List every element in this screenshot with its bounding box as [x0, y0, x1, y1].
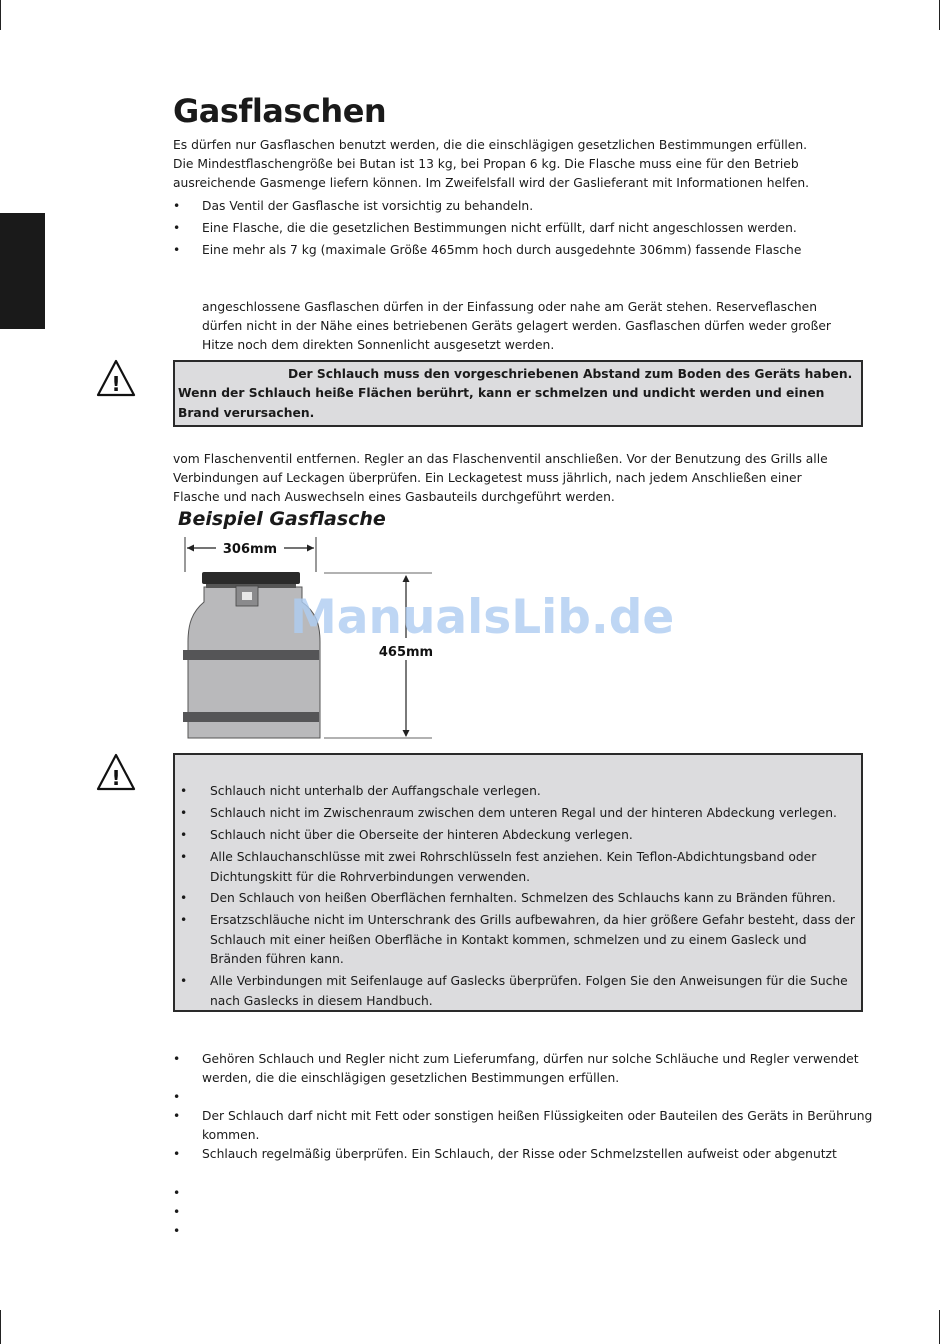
list-item-text: Schlauch regelmäßig überprüfen. Ein Schlauch, der Risse oder Schmelzstellen aufweist oder abgenutzt	[202, 1147, 837, 1161]
crop-mark	[0, 1310, 1, 1344]
warning-triangle-icon	[96, 358, 136, 398]
warning-line: Wenn der Schlauch heiße Flächen berührt, kann er schmelzen und undicht werden und einen Brand verursachen.	[178, 386, 825, 420]
warning-box	[173, 360, 863, 427]
intro-line: ausreichende Gasmenge liefern können. Im Zweifelsfall wird der Gaslieferant mit Informationen helfen.	[173, 176, 810, 190]
bullet-marker: •	[173, 1186, 181, 1200]
bullet-marker: •	[180, 828, 188, 842]
bullet-marker: •	[173, 1147, 181, 1161]
list-item-text: Alle Verbindungen mit Seifenlauge auf Gaslecks überprüfen. Folgen Sie den Anweisungen für die Suche nach Gaslecks in diesem Handbuch.	[210, 974, 848, 1008]
list-item-text: Ersatzschläuche nicht im Unterschrank des Grills aufbewahren, da hier größere Gefahr besteht, dass der Schlauch mit einer heißen Oberfläche in Kontakt kommen, schmelzen und zu einem Gasleck und Bränden führen kann.	[210, 913, 855, 966]
bullet-marker: •	[180, 784, 188, 798]
cylinder-band	[183, 712, 319, 722]
crop-mark	[939, 1310, 940, 1344]
bullet-marker: •	[173, 1052, 181, 1066]
warning-glyph: !	[111, 372, 121, 396]
list-item-text: Gehören Schlauch und Regler nicht zum Lieferumfang, dürfen nur solche Schläuche und Regler verwendet werden, die die einschlägigen gesetzlichen Bestimmungen erfüllen.	[202, 1052, 859, 1086]
warning-line: Der Schlauch muss den vorgeschriebenen Abstand zum Boden des Geräts haben.	[288, 367, 853, 381]
list-item-text: Schlauch nicht im Zwischenraum zwischen dem unteren Regal und der hinteren Abdeckung verlegen.	[210, 806, 837, 820]
bullet-marker: •	[173, 1224, 181, 1238]
section-side-tab	[0, 213, 45, 329]
bullet-marker: •	[173, 1205, 181, 1219]
continuation-line: dürfen nicht in der Nähe eines betriebenen Geräts gelagert werden. Gasflaschen dürfen weder großer	[202, 319, 831, 333]
cylinder-band	[183, 650, 319, 660]
bullet-marker: •	[173, 1090, 181, 1104]
middle-line: vom Flaschenventil entfernen. Regler an das Flaschenventil anschließen. Vor der Benutzung des Grills alle	[173, 452, 828, 466]
bullet-marker: •	[173, 243, 181, 257]
list-item-text: Eine Flasche, die die gesetzlichen Bestimmungen nicht erfüllt, darf nicht angeschlossen werden.	[202, 221, 797, 235]
list-item-text: Alle Schlauchanschlüsse mit zwei Rohrschlüsseln fest anziehen. Kein Teflon-Abdichtungsband oder Dichtungskitt für die Rohrverbindungen verwenden.	[210, 850, 817, 884]
bullet-marker: •	[180, 891, 188, 905]
intro-line: Die Mindestflaschengröße bei Butan ist 13 kg, bei Propan 6 kg. Die Flasche muss eine für den Betrieb	[173, 157, 799, 171]
intro-line: Es dürfen nur Gasflaschen benutzt werden, die die einschlägigen gesetzlichen Bestimmungen erfüllen.	[173, 138, 808, 152]
valve-window	[242, 592, 252, 600]
continuation-line: Hitze noch dem direkten Sonnenlicht ausgesetzt werden.	[202, 338, 555, 352]
height-label: 465mm	[378, 645, 434, 660]
list-item-text: Das Ventil der Gasflasche ist vorsichtig zu behandeln.	[202, 199, 534, 213]
cylinder-collar	[202, 572, 300, 584]
warning-glyph: !	[111, 766, 121, 790]
warning-triangle-icon	[96, 752, 136, 792]
bullet-marker: •	[180, 913, 188, 927]
list-item-text: Schlauch nicht unterhalb der Auffangschale verlegen.	[210, 784, 541, 798]
bullet-marker: •	[173, 199, 181, 213]
crop-mark	[0, 0, 1, 30]
list-item-text: Schlauch nicht über die Oberseite der hinteren Abdeckung verlegen.	[210, 828, 633, 842]
list-item-text: Eine mehr als 7 kg (maximale Größe 465mm hoch durch ausgedehnte 306mm) fassende Flasche	[202, 243, 802, 257]
arrowhead-icon	[307, 545, 314, 552]
continuation-line: angeschlossene Gasflaschen dürfen in der Einfassung oder nahe am Gerät stehen. Reserveflaschen	[202, 300, 817, 314]
middle-line: Flasche und nach Auswechseln eines Gasbauteils durchgeführt werden.	[173, 490, 615, 504]
bullet-marker: •	[173, 221, 181, 235]
bullet-marker: •	[180, 974, 188, 988]
middle-line: Verbindungen auf Leckagen überprüfen. Ein Leckagetest muss jährlich, nach jedem Anschließen einer	[173, 471, 802, 485]
bullet-marker: •	[173, 1109, 181, 1123]
bullet-marker: •	[180, 806, 188, 820]
width-label: 306mm	[222, 542, 278, 557]
crop-mark	[939, 0, 940, 30]
watermark: ManualsLib.de	[290, 590, 675, 645]
list-item-text: Den Schlauch von heißen Oberflächen fernhalten. Schmelzen des Schlauchs kann zu Bränden führen.	[210, 891, 836, 905]
arrowhead-icon	[403, 730, 410, 737]
example-heading: Beispiel Gasflasche	[178, 508, 386, 530]
bullet-marker: •	[180, 850, 188, 864]
warning-list-box	[173, 753, 863, 1012]
arrowhead-icon	[187, 545, 194, 552]
page-title: Gasflaschen	[173, 92, 387, 130]
list-item-text: Der Schlauch darf nicht mit Fett oder sonstigen heißen Flüssigkeiten oder Bauteilen des Geräts in Berührung kommen.	[202, 1109, 873, 1143]
arrowhead-icon	[403, 575, 410, 582]
